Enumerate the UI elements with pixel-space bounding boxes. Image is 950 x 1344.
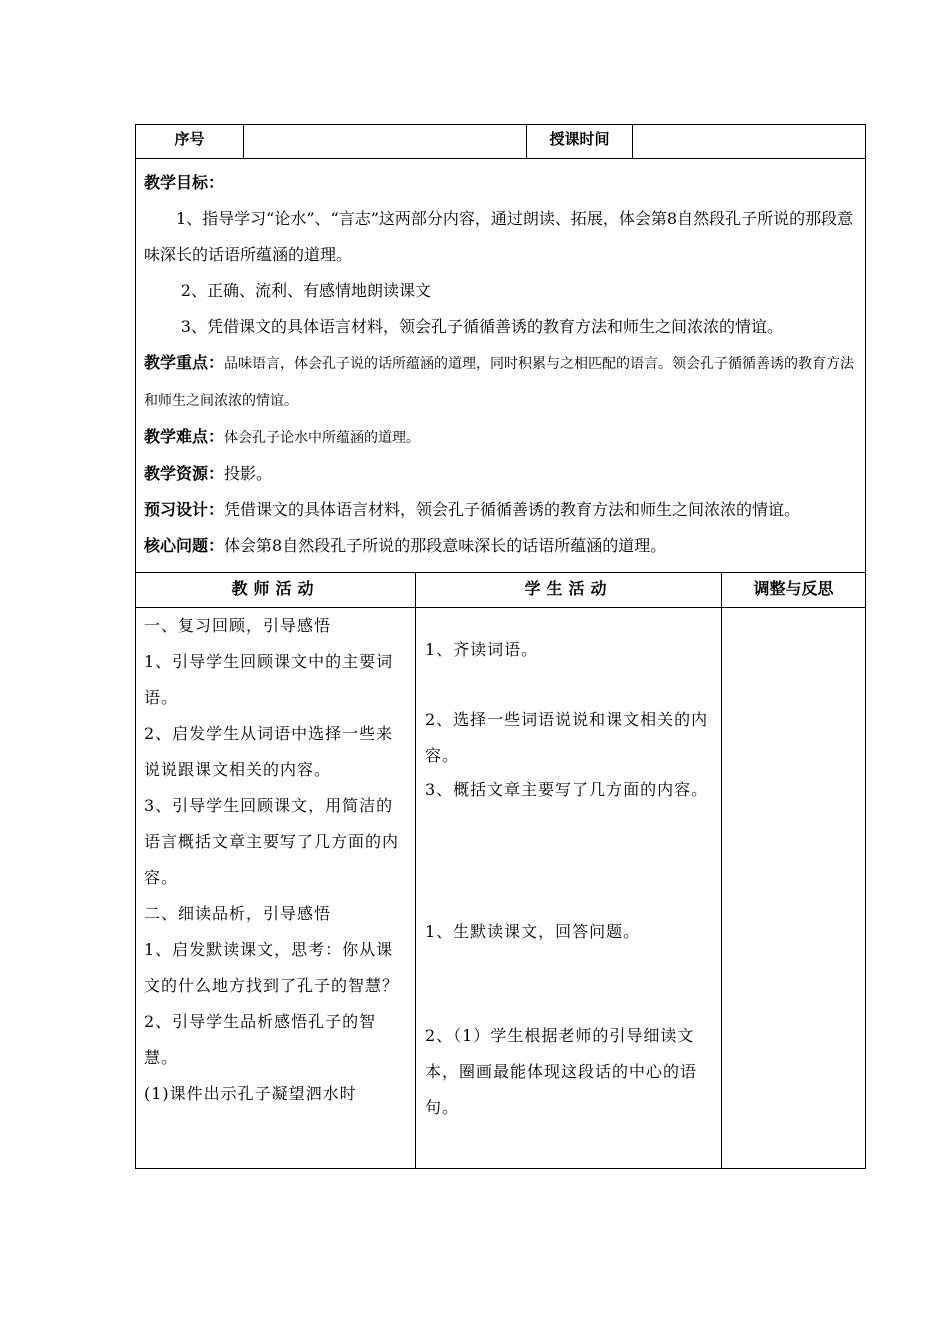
activity-body-row <box>136 608 866 1169</box>
objective-1: 1、指导学习“论水”、“言志”这两部分内容，通过朗读、拓展，体会第8自然段孔子所说的那段意味深长的话语所蕴涵的道理。 <box>144 209 854 264</box>
serial-value <box>244 125 527 159</box>
objectives-label: 教学目标： <box>144 173 225 192</box>
teacher-activities <box>136 608 416 1169</box>
student-activity: 1、齐读词语。 <box>425 640 539 659</box>
resources-text: 投影。 <box>224 464 273 483</box>
teacher-activity: 3、引导学生回顾课文，用简洁的语言概括文章主要写了几方面的内容。 <box>144 796 400 887</box>
student-activity: 2、（1）学生根据老师的引导细读文本，圈画最能体现这段话的中心的语句。 <box>425 1026 698 1117</box>
objective-2: 2、正确、流利、有感情地朗读课文 <box>180 281 431 300</box>
teacher-activity: 二、细读品析，引导感悟 <box>144 904 332 923</box>
teacher-activity: (1)课件出示孔子凝望泗水时 <box>144 1084 357 1103</box>
teacher-activity: 2、启发学生从词语中选择一些来说说跟课文相关的内容。 <box>144 724 394 779</box>
core-question-label: 核心问题： <box>144 536 225 555</box>
teacher-activity: 1、引导学生回顾课文中的主要词语。 <box>144 652 394 707</box>
time-value <box>633 125 866 159</box>
teacher-activity: 1、启发默读课文，思考：你从课文的什么地方找到了孔子的智慧？ <box>144 940 400 995</box>
header-table <box>135 124 866 573</box>
adjust-reflection-cell <box>722 608 866 1169</box>
serial-label: 序号 <box>136 125 244 159</box>
adjust-column-header: 调整与反思 <box>722 573 866 608</box>
time-label: 授课时间 <box>527 125 633 159</box>
key-points-label: 教学重点： <box>144 353 225 372</box>
activity-header-row <box>136 573 866 608</box>
difficulty-text: 体会孔子论水中所蕴涵的道理。 <box>224 430 421 446</box>
lesson-plan-sheet <box>135 124 865 1169</box>
student-activity: 1、生默读课文，回答问题。 <box>425 922 641 941</box>
preview-text: 凭借课文的具体语言材料，领会孔子循循善诱的教育方法和师生之间浓浓的情谊。 <box>224 500 801 519</box>
student-activity: 2、选择一些词语说说和课文相关的内容。 <box>425 710 709 765</box>
student-activity: 3、概括文章主要写了几方面的内容。 <box>425 780 709 799</box>
preview-label: 预习设计： <box>144 500 225 519</box>
activity-table <box>135 572 866 1169</box>
teacher-activity: 2、引导学生品析感悟孔子的智慧。 <box>144 1012 377 1067</box>
objective-3: 3、凭借课文的具体语言材料，领会孔子循循善诱的教育方法和师生之间浓浓的情谊。 <box>180 317 783 336</box>
difficulty-label: 教学难点： <box>144 427 225 446</box>
resources-label: 教学资源： <box>144 464 225 483</box>
teacher-activity: 一、复习回顾，引导感悟 <box>144 616 332 635</box>
teacher-column-header: 教师活动 <box>136 573 416 608</box>
key-points-text: 品味语言，体会孔子说的话所蕴涵的道理，同时积累与之相匹配的语言。领会孔子循循善诱的教育方法和师生之间浓浓的情谊。 <box>144 356 855 409</box>
info-section <box>136 159 866 573</box>
student-column-header: 学生活动 <box>416 573 722 608</box>
student-activities <box>416 608 722 1169</box>
header-row <box>136 125 866 159</box>
core-question-text: 体会第8自然段孔子所说的那段意味深长的话语所蕴涵的道理。 <box>224 536 667 555</box>
